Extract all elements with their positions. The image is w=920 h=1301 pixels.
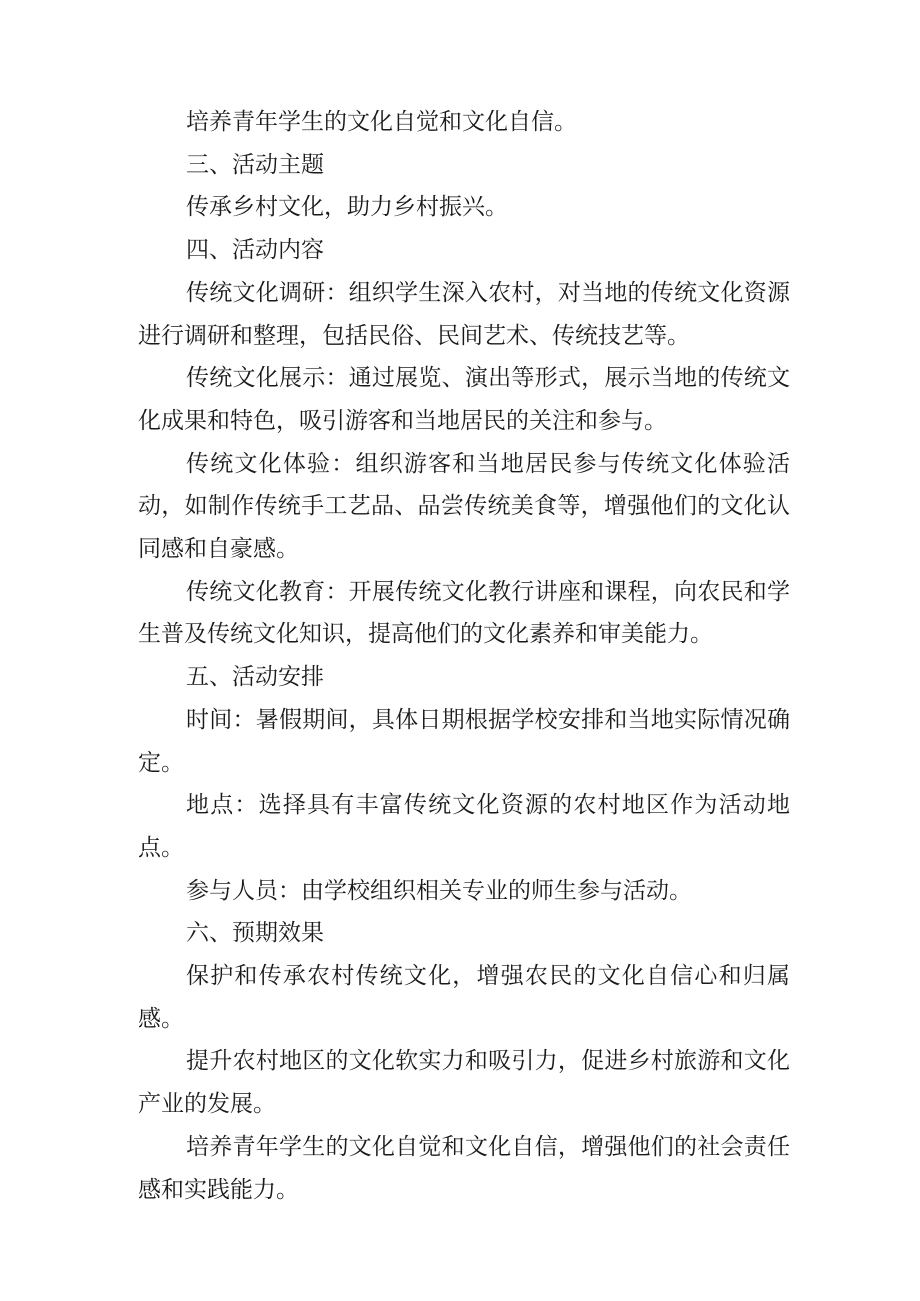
section-heading-effects: 六、预期效果 <box>186 920 324 947</box>
paragraph-effect-protection: 保护和传承农村传统文化，增强农民的文化自信心和归属感。 <box>138 963 790 1032</box>
paragraph-location: 地点：选择具有丰富传统文化资源的农村地区作为活动地点。 <box>138 792 790 861</box>
paragraph-effect-softpower: 提升农村地区的文化软实力和吸引力，促进乡村旅游和文化产业的发展。 <box>138 1048 790 1118</box>
section-heading-theme: 三、活动主题 <box>186 151 324 178</box>
section-heading-content: 四、活动内容 <box>186 237 324 264</box>
document-body <box>138 101 790 1211</box>
paragraph-goal-continued: 培养青年学生的文化自觉和文化自信。 <box>186 109 577 135</box>
paragraph-participants: 参与人员：由学校组织相关专业的师生参与活动。 <box>186 877 692 904</box>
paragraph-education: 传统文化教育：开展传统文化教行讲座和课程，向农民和学生普及传统文化知识，提高他们的文化素养和审美能力。 <box>138 578 790 648</box>
section-heading-arrangement: 五、活动安排 <box>186 664 324 691</box>
paragraph-effect-students: 培养青年学生的文化自觉和文化自信，增强他们的社会责任感和实践能力。 <box>138 1133 790 1203</box>
paragraph-theme: 传承乡村文化，助力乡村振兴。 <box>186 194 508 221</box>
paragraph-time: 时间：暑假期间，具体日期根据学校安排和当地实际情况确定。 <box>138 706 790 776</box>
paragraph-experience: 传统文化体验：组织游客和当地居民参与传统文化体验活动，如制作传统手工艺品、品尝传统美食等，增强他们的文化认同感和自豪感。 <box>138 450 790 563</box>
paragraph-exhibition: 传统文化展示：通过展览、演出等形式，展示当地的传统文化成果和特色，吸引游客和当地居民的关注和参与。 <box>138 365 790 434</box>
paragraph-research: 传统文化调研：组织学生深入农村，对当地的传统文化资源进行调研和整理，包括民俗、民间艺术、传统技艺等。 <box>138 279 790 349</box>
